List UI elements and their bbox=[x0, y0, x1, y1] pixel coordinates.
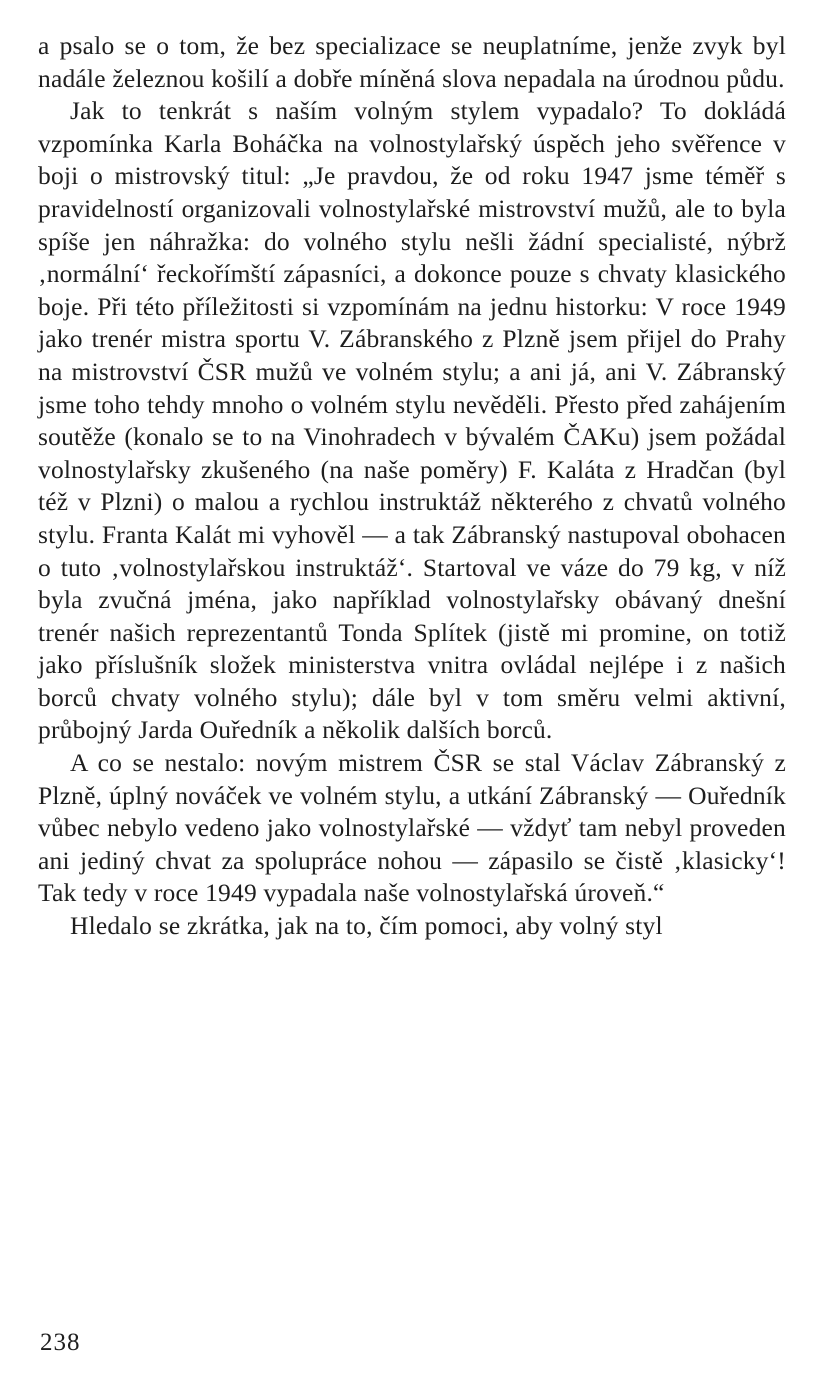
page-body bbox=[38, 30, 786, 943]
page-number: 238 bbox=[40, 1329, 81, 1356]
paragraph: Jak to tenkrát s naším volným stylem vypadalo? To dokládá vzpomínka Karla Boháčka na volnostylařský úspěch jeho svěřence v boji o mistrovský titul: „Je pravdou, že od roku 1947 jsme téměř s pravidelností organizovali volnostylařské mistrovství mužů, ale to byla spíše jen náhražka: do volného stylu nešli žádní specialisté, nýbrž ‚normální‘ řeckořímští zápasníci, a dokonce pouze s chvaty klasického boje. Při této příležitosti si vzpomínám na jednu historku: V roce 1949 jako trenér mistra sportu V. Zábranského z Plzně jsem přijel do Prahy na mistrovství ČSR mužů ve volném stylu; a ani já, ani V. Zábranský jsme toho tehdy mnoho o volném stylu nevěděli. Přesto před zahájením soutěže (konalo se to na Vinohradech v bývalém ČAKu) jsem požádal volnostylařsky zkušeného (na naše poměry) F. Kaláta z Hradčan (byl též v Plzni) o malou a rychlou instruktáž některého z chvatů volného stylu. Franta Kalát mi vyhověl — a tak Zábranský nastupoval obohacen o tuto ‚volnostylařskou instruktáž‘. Startoval ve váze do 79 kg, v níž byla zvučná jména, jako například volnostylařsky obávaný dnešní trenér našich reprezentantů Tonda Splítek (jistě mi promine, on totiž jako příslušník složek ministerstva vnitra ovládal nejlépe i z našich borců chvaty volného stylu); dále byl v tom směru velmi aktivní, průbojný Jarda Ouředník a několik dalších borců. bbox=[38, 96, 786, 745]
paragraph: A co se nestalo: novým mistrem ČSR se stal Václav Zábranský z Plzně, úplný nováček ve volném stylu, a utkání Zábranský — Ouředník vůbec nebylo vedeno jako volnostylařské — vždyť tam nebyl proveden ani jediný chvat za spolupráce nohou — zápasilo se čistě ‚klasicky‘! Tak tedy v roce 1949 vypadala naše volnostylařská úroveň.“ bbox=[38, 748, 786, 908]
paragraph: a psalo se o tom, že bez specializace se neuplatníme, jenže zvyk byl nadále železnou košilí a dobře míněná slova nepadala na úrodnou půdu. bbox=[38, 31, 786, 93]
paragraph: Hledalo se zkrátka, jak na to, čím pomoci, aby volný styl bbox=[70, 911, 663, 941]
